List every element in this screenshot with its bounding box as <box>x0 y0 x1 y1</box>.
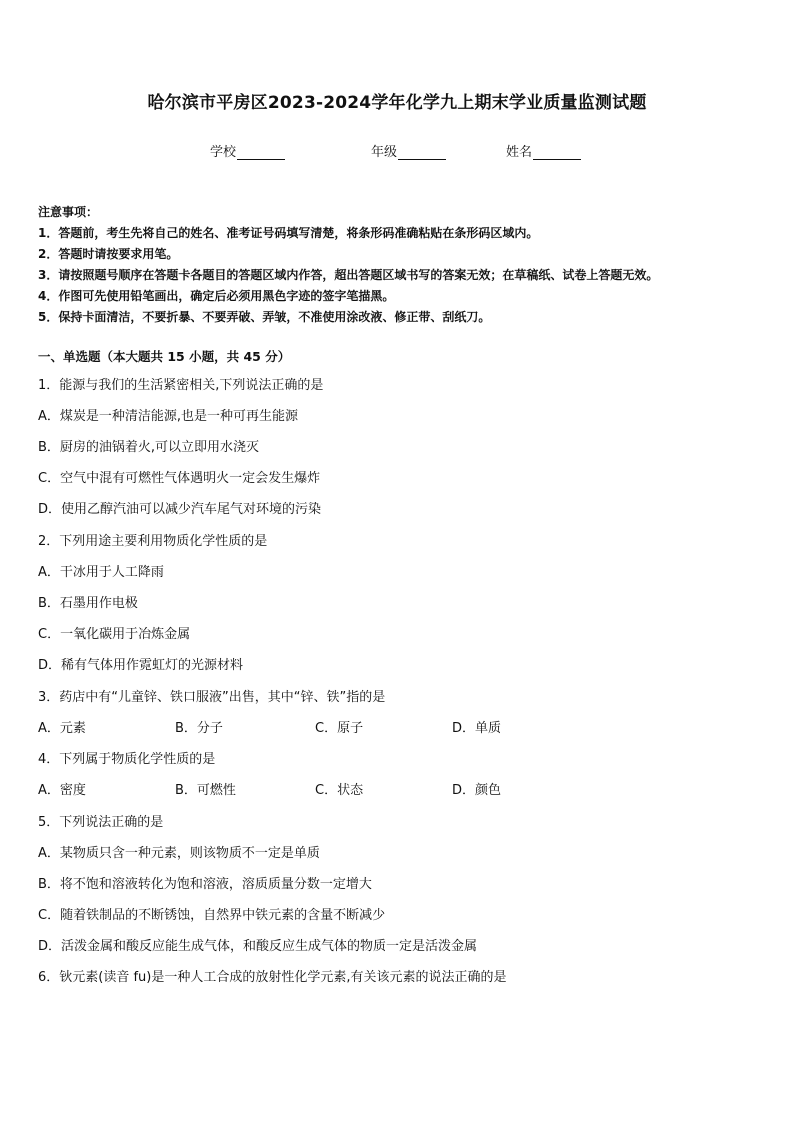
notice-item: 5．保持卡面清洁，不要折暴、不要弄破、弄皱，不准使用涂改液、修正带、刮纸刀。 <box>38 310 491 324</box>
option-d[interactable]: D．颜色 <box>452 783 502 798</box>
grade-field[interactable] <box>371 141 446 160</box>
school-field[interactable] <box>210 141 285 160</box>
school-label: 学校 <box>210 145 237 160</box>
option-c[interactable]: C．空气中混有可燃性气体遇明火一定会发生爆炸 <box>38 471 321 486</box>
option-b[interactable]: B．将不饱和溶液转化为饱和溶液，溶质质量分数一定增大 <box>38 877 372 892</box>
option-d[interactable]: D．活泼金属和酸反应能生成气体，和酸反应生成气体的物质一定是活泼金属 <box>38 939 478 954</box>
option-a[interactable]: A．元素 <box>38 721 86 736</box>
notice-item: 1．答题前，考生先将自己的姓名、准考证号码填写清楚，将条形码准确粘贴在条形码区域内。 <box>38 226 539 240</box>
option-a[interactable]: A．煤炭是一种清洁能源,也是一种可再生能源 <box>38 409 299 424</box>
section-title: 一、单选题（本大题共 15 小题，共 45 分） <box>38 349 291 364</box>
name-field[interactable] <box>506 141 581 160</box>
question-stem: 6．钬元素(读音 fu)是一种人工合成的放射性化学元素,有关该元素的说法正确的是 <box>38 970 507 985</box>
name-blank[interactable] <box>533 145 581 160</box>
school-blank[interactable] <box>237 145 285 160</box>
option-b[interactable]: B．厨房的油锅着火,可以立即用水浇灭 <box>38 440 260 455</box>
option-d[interactable]: D．使用乙醇汽油可以减少汽车尾气对环境的污染 <box>38 502 322 517</box>
grade-blank[interactable] <box>398 145 446 160</box>
option-d[interactable]: D．稀有气体用作霓虹灯的光源材料 <box>38 658 244 673</box>
notice-item: 2．答题时请按要求用笔。 <box>38 247 179 261</box>
option-c[interactable]: C．一氧化碳用于冶炼金属 <box>38 627 191 642</box>
option-c[interactable]: C．随着铁制品的不断锈蚀，自然界中铁元素的含量不断减少 <box>38 908 386 923</box>
notice-block <box>38 202 778 328</box>
option-c[interactable]: C．状态 <box>315 783 364 798</box>
question-stem: 4．下列属于物质化学性质的是 <box>38 752 216 767</box>
option-b[interactable]: B．可燃性 <box>175 783 236 798</box>
question-stem: 2．下列用途主要利用物质化学性质的是 <box>38 534 268 549</box>
option-c[interactable]: C．原子 <box>315 721 364 736</box>
exam-title: 哈尔滨市平房区2023-2024学年化学九上期末学业质量监测试题 <box>147 93 647 113</box>
option-b[interactable]: B．石墨用作电极 <box>38 596 138 611</box>
notice-item: 3．请按照题号顺序在答题卡各题目的答题区域内作答，超出答题区域书写的答案无效；在草稿纸、试卷上答题无效。 <box>38 268 659 282</box>
question-stem: 3．药店中有“儿童锌、铁口服液”出售，其中“锌、铁”指的是 <box>38 690 386 705</box>
option-a[interactable]: A．某物质只含一种元素，则该物质不一定是单质 <box>38 846 320 861</box>
question-stem: 5．下列说法正确的是 <box>38 815 164 830</box>
option-d[interactable]: D．单质 <box>452 721 502 736</box>
option-a[interactable]: A．干冰用于人工降雨 <box>38 565 164 580</box>
notice-item: 4．作图可先使用铅笔画出，确定后必须用黑色字迹的签字笔描黑。 <box>38 289 395 303</box>
name-label: 姓名 <box>506 145 533 160</box>
grade-label: 年级 <box>371 145 398 160</box>
option-b[interactable]: B．分子 <box>175 721 223 736</box>
question-stem: 1．能源与我们的生活紧密相关,下列说法正确的是 <box>38 378 324 393</box>
notice-heading: 注意事项： <box>38 205 99 219</box>
option-a[interactable]: A．密度 <box>38 783 86 798</box>
